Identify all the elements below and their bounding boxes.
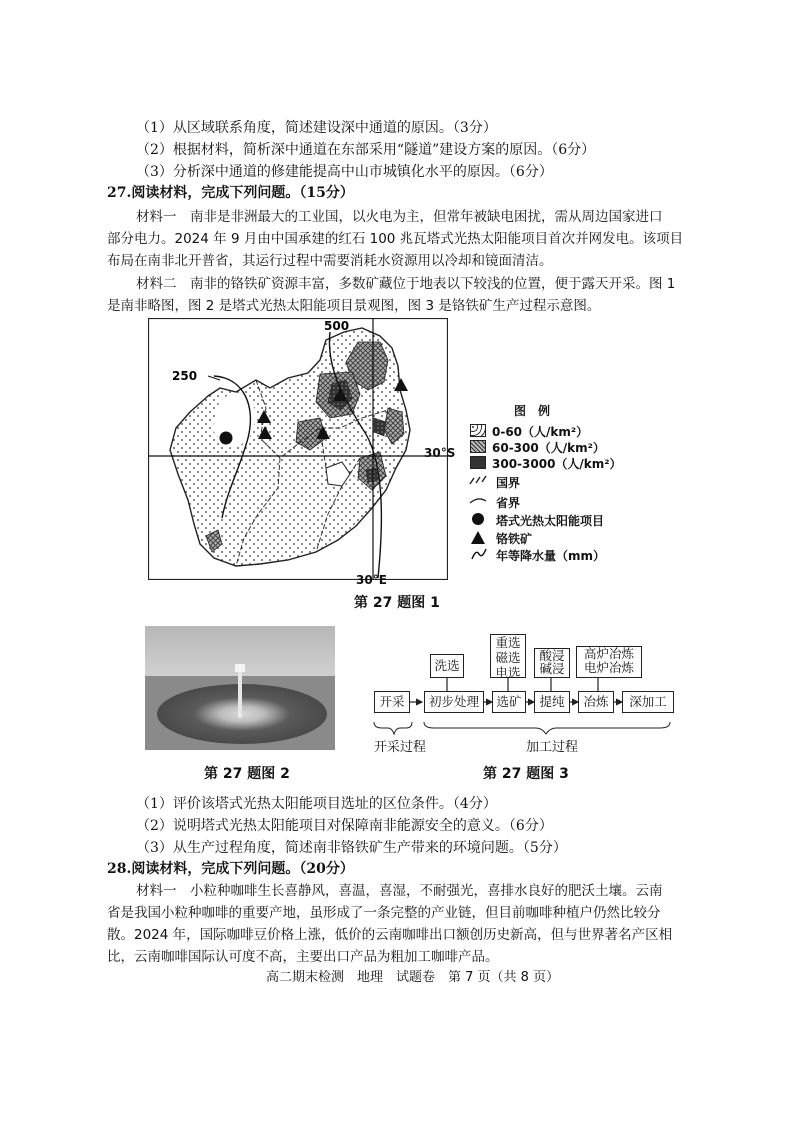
isohyet-legend-icon (470, 547, 488, 561)
q27-sub-1: （1）评价该塔式光热太阳能项目选址的区位条件。（4分） (136, 796, 497, 812)
q26-sub-1: （1）从区域联系角度，简述建设深中通道的原因。（3分） (136, 120, 497, 136)
province-border-icon (468, 494, 488, 506)
legend-item-high: 300-3000（人/km²） (492, 457, 622, 471)
longitude-label: 30°E (356, 573, 387, 587)
legend-item-chromite: 铬铁矿 (496, 532, 533, 546)
legend-item-low: 0-60（人/km²） (492, 425, 589, 439)
legend-item-province-border: 省界 (496, 496, 521, 510)
legend-item-national-border: 国界 (496, 476, 521, 490)
q27-sub-3: （3）从生产过程角度，简述南非铬铁矿生产带来的环境问题。（5分） (136, 840, 567, 856)
step-beneficiation: 选矿 (492, 691, 526, 713)
legend-item-isohyet: 年等降水量（mm） (496, 549, 606, 563)
label-mining-process: 开采过程 (374, 740, 427, 755)
legend-swatch-high (470, 456, 486, 469)
isohyet-500-label: 500 (324, 319, 350, 333)
latitude-label: 30°S (424, 446, 456, 460)
step-furnace-methods: 高炉冶炼 电炉冶炼 (576, 646, 642, 678)
figure2-caption: 第 27 题图 2 (204, 766, 290, 782)
chromite-flowchart-lines (370, 630, 690, 750)
legend-title: 图 例 (514, 404, 551, 418)
q27-material1-line3: 布局在南非北开普省，其运行过程中需要消耗水资源用以冷却和镜面清洁。 (107, 253, 553, 269)
q26-sub-3: （3）分析深中通道的修建能提高中山市城镇化水平的原因。（6分） (136, 164, 553, 180)
figure1-caption: 第 27 题图 1 (354, 595, 440, 611)
q27-sub-2: （2）说明塔式光热太阳能项目对保障南非能源安全的意义。（6分） (136, 818, 553, 834)
national-border-icon (468, 474, 488, 488)
legend-swatch-low (470, 424, 486, 437)
chromite-legend-icon (471, 531, 485, 544)
q28-title: 28.阅读材料，完成下列问题。（20分） (107, 861, 354, 877)
heliostat-field (157, 684, 327, 744)
solar-project-marker (220, 432, 233, 445)
legend-swatch-medium (470, 440, 486, 453)
high-density-durban (366, 468, 378, 482)
q28-material1-line3: 散。2024 年，国际咖啡豆价格上涨，低价的云南咖啡出口额创历史新高，但与世界著名产区相 (107, 927, 673, 943)
step-leaching-methods: 酸浸 碱浸 (534, 648, 570, 678)
solar-tower-photo (145, 626, 335, 750)
isohyet-250-label: 250 (172, 369, 198, 383)
q27-material2-line2: 是南非略图，图 2 是塔式光热太阳能项目景观图，图 3 是铬铁矿生产过程示意图。 (107, 298, 601, 314)
q28-material1-line4: 比，云南咖啡国际认可度不高，主要出口产品为粗加工咖啡产品。 (107, 949, 499, 965)
page-footer: 高二期末检测 地理 试题卷 第 7 页（共 8 页） (266, 970, 560, 985)
step-purification: 提纯 (534, 691, 570, 713)
q26-sub-2: （2）根据材料，简析深中通道在东部采用“隧道”建设方案的原因。（6分） (136, 142, 596, 158)
q28-material1-line2: 省是我国小粒种咖啡的重要产地，虽形成了一条完整的产业链，但目前咖啡种植户仍然比较分 (107, 905, 661, 921)
q27-material1-line2: 部分电力。2024 年 9 月由中国承建的红石 100 兆瓦塔式光热太阳能项目首次并网发电。该项目 (107, 231, 684, 247)
q27-material2-line1: 材料二 南非的铬铁矿资源丰富，多数矿藏位于地表以下较浅的位置，便于露天开采。图 1 (136, 276, 676, 292)
receiver (235, 664, 245, 672)
solar-project-legend-icon (472, 513, 484, 525)
q27-title: 27.阅读材料，完成下列问题。（15分） (107, 185, 354, 201)
step-deep-processing: 深加工 (622, 691, 674, 713)
legend-item-medium: 60-300（人/km²） (492, 441, 605, 455)
figure3-caption: 第 27 题图 3 (483, 766, 569, 782)
step-smelting: 冶炼 (578, 691, 614, 713)
solar-tower (238, 666, 242, 718)
step-washing: 洗选 (430, 654, 464, 678)
south-africa-map (148, 318, 448, 580)
legend-item-solar: 塔式光热太阳能项目 (496, 514, 605, 528)
brace-processing (424, 722, 670, 734)
step-separation-methods: 重选 磁选 电选 (490, 634, 526, 678)
step-preliminary-processing: 初步处理 (424, 691, 484, 713)
q27-material1-line1: 材料一 南非是非洲最大的工业国，以火电为主，但常年被缺电困扰，需从周边国家进口 (136, 209, 663, 225)
brace-mining (374, 722, 412, 734)
q28-material1-line1: 材料一 小粒种咖啡生长喜静风，喜温，喜湿，不耐强光，喜排水良好的肥沃土壤。云南 (136, 883, 663, 899)
label-processing: 加工过程 (526, 740, 579, 755)
step-mining: 开采 (374, 691, 410, 713)
